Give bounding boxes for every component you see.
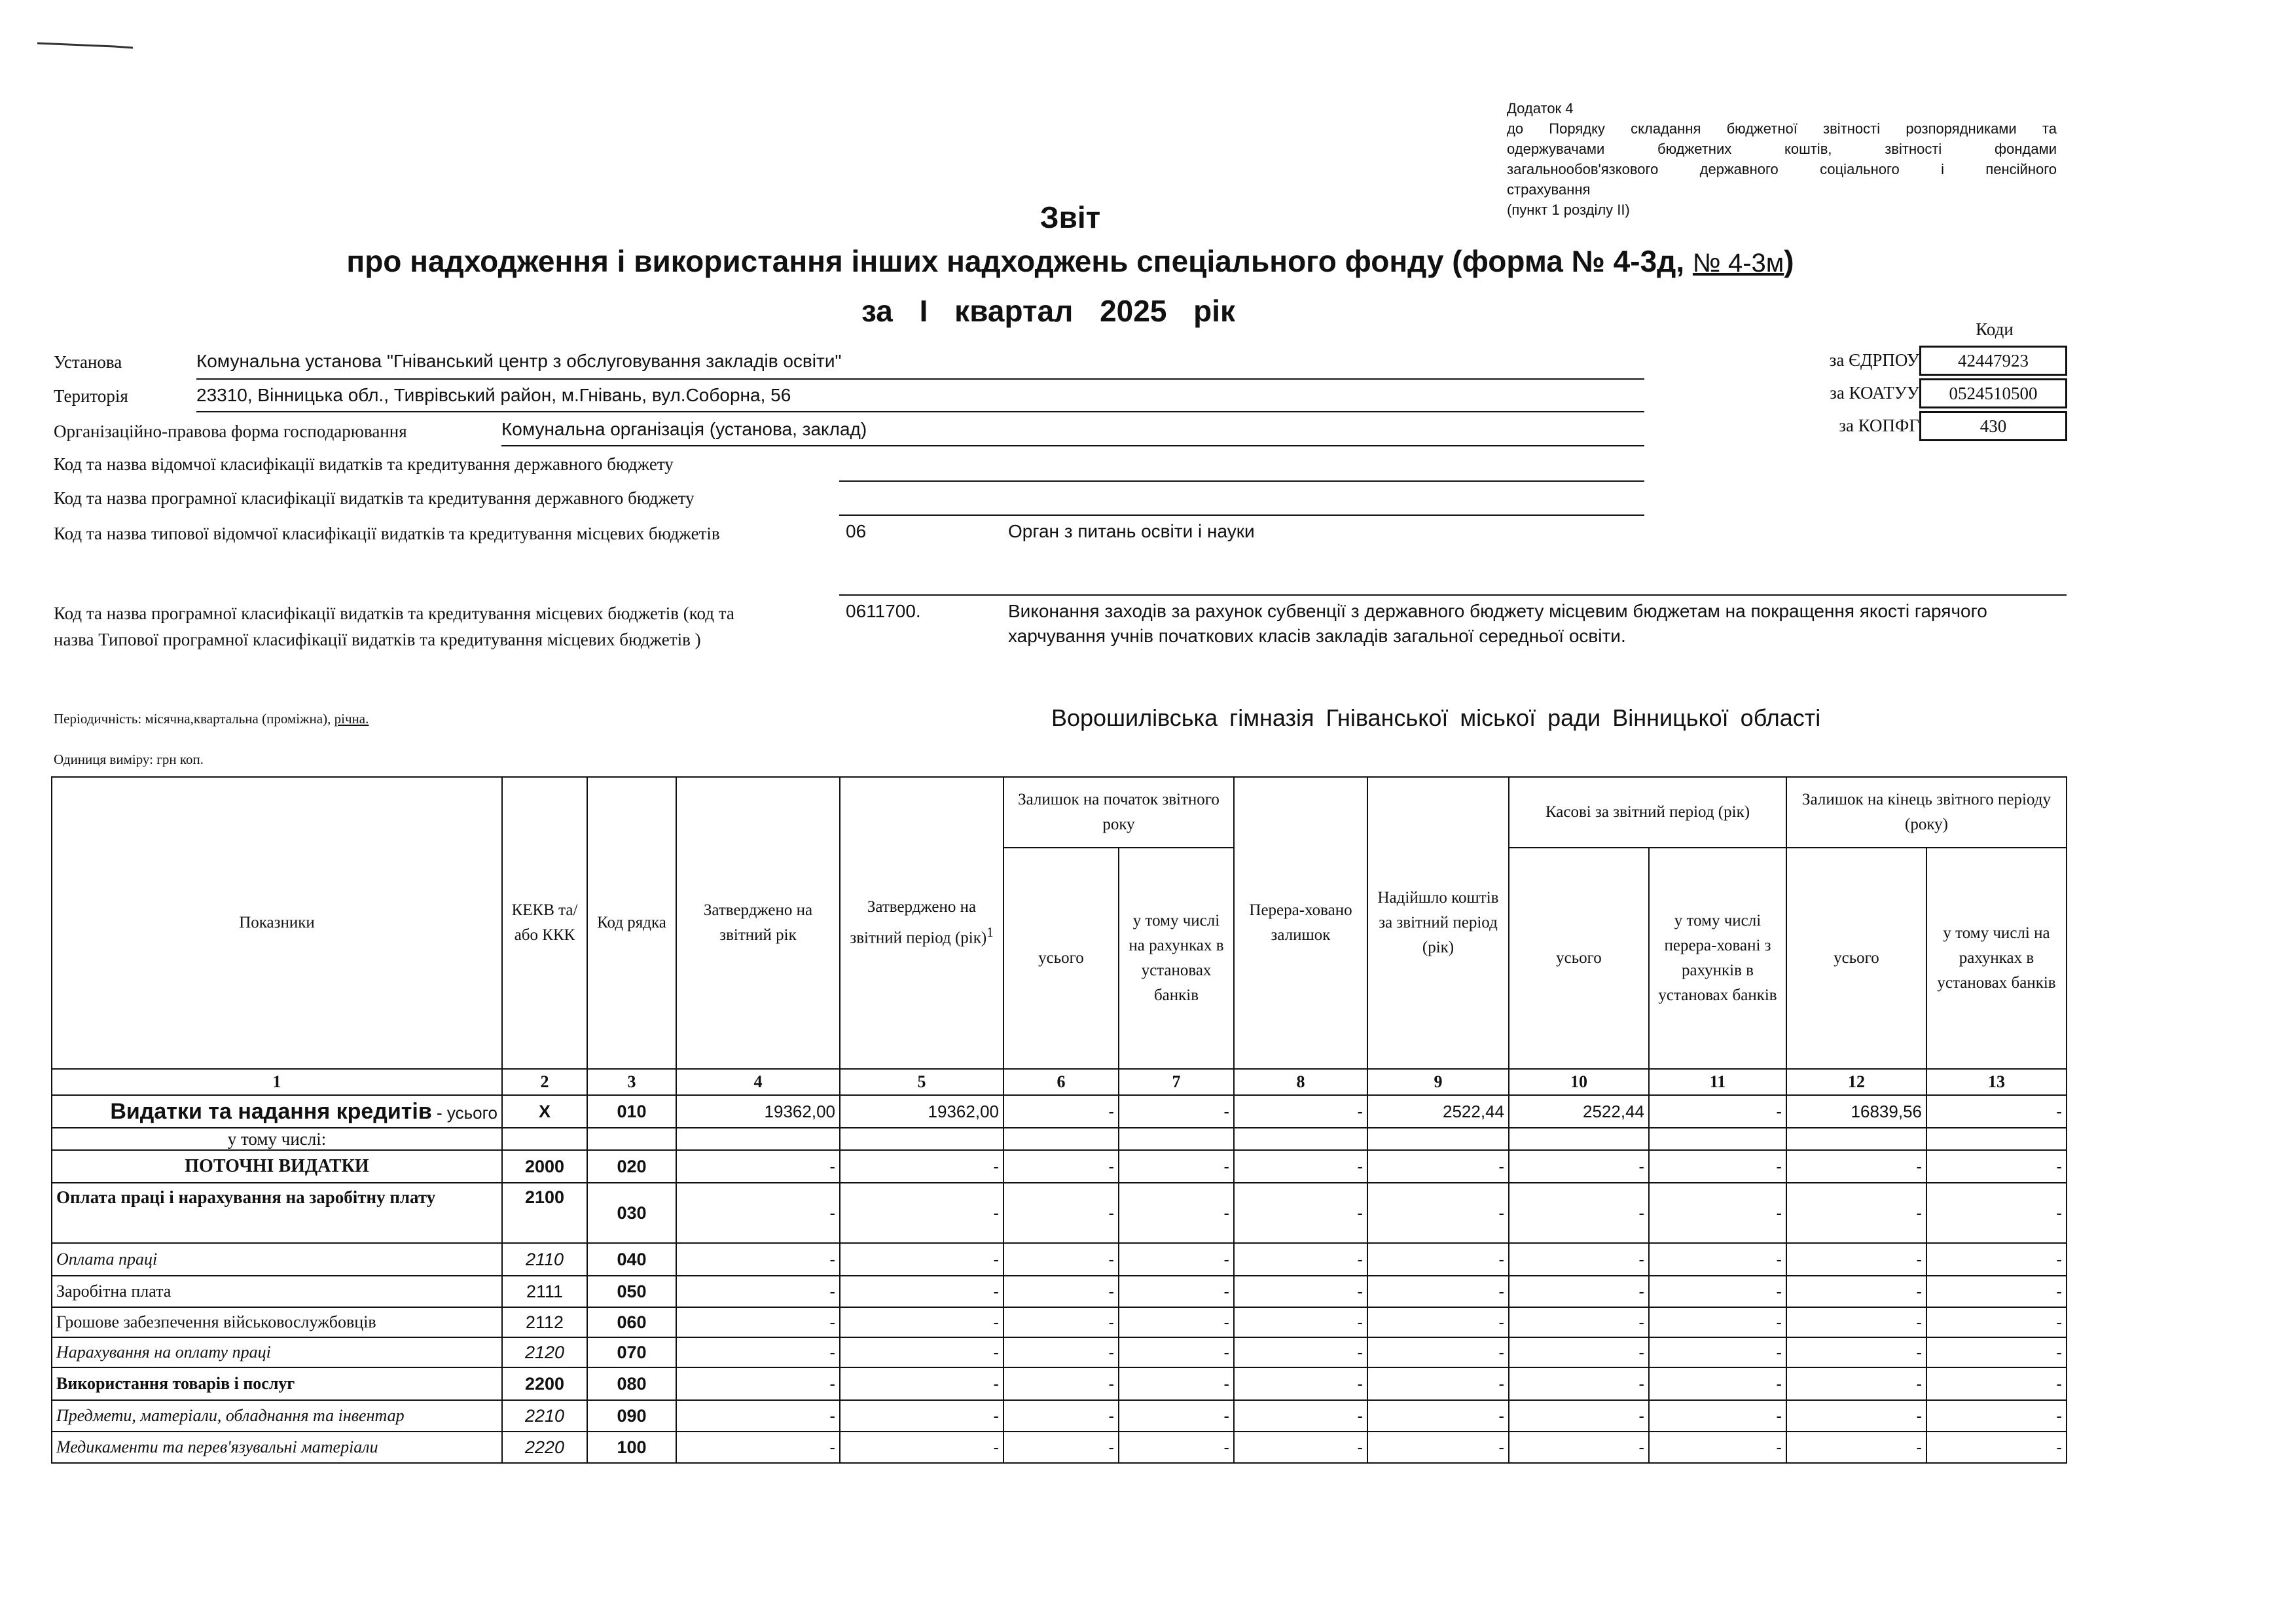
cell-value: - [1234,1183,1367,1243]
cell-value: - [1649,1337,1786,1367]
col-number: 3 [587,1069,676,1095]
report-table [51,776,2067,1464]
row-name: у тому числі: [52,1128,502,1150]
kopfg-value: 430 [1919,411,2067,441]
row-name-suffix: - усього [431,1102,497,1123]
row-code: 080 [587,1367,676,1400]
pen-mark [36,41,134,50]
cell-value: - [1367,1367,1509,1400]
periodicity [54,711,369,727]
school-name: Ворошилівська гімназія Гніванської міської ради Вінницької області [1051,704,1821,731]
cell-value: - [1234,1276,1367,1307]
cell-value: - [1509,1307,1649,1337]
cell-value: - [1119,1367,1234,1400]
row-name: Оплата праці і нарахування на заробітну плату [52,1183,502,1243]
table-row [52,1243,2067,1276]
cell-value: - [1509,1367,1649,1400]
institution-underline [196,378,1644,380]
col-number: 9 [1367,1069,1509,1095]
cell-value: - [1234,1095,1367,1128]
cell-value: - [1119,1307,1234,1337]
row-code: 060 [587,1307,676,1337]
cell-value: - [1234,1400,1367,1432]
cell-value: - [1119,1150,1234,1183]
institution-value: Комунальна установа "Гніванський центр з обслуговування закладів освіти" [196,351,842,371]
cell-value: - [840,1432,1003,1463]
cell-value: - [1926,1307,2067,1337]
col-header-end-total: усього [1786,848,1926,1069]
col-header-received: Надійшло коштів за звітний період (рік) [1367,777,1509,1069]
appendix-line: одержувачами бюджетних коштів, звітності фондами [1507,141,2057,157]
cell-value: - [1003,1400,1119,1432]
typical-dept-name: Орган з питань освіти і науки [1008,521,1255,541]
territory-underline [196,411,1644,412]
cell-value: - [1119,1243,1234,1276]
cell-value: - [1234,1150,1367,1183]
col-number: 12 [1786,1069,1926,1095]
col-number: 8 [1234,1069,1367,1095]
report-period: за І квартал 2025 рік [861,294,1236,328]
cell-value: - [1786,1243,1926,1276]
cell-value: - [840,1307,1003,1337]
appendix-line: страхування [1507,181,1591,198]
cell-value: - [840,1337,1003,1367]
cell-value [1649,1128,1786,1150]
cell-value: 2522,44 [1367,1095,1509,1128]
table-row [52,1307,2067,1337]
prog-local-label-2: назва Типової програмної класифікації видатків та кредитування місцевих бюджетів ) [54,630,701,649]
appendix-line: Додаток 4 [1507,100,1574,117]
col-number: 2 [502,1069,587,1095]
cell-value: - [1367,1337,1509,1367]
prog-local-label-1: Код та назва програмної класифікації видатків та кредитування місцевих бюджетів (код та [54,604,734,623]
cell-value: - [1367,1432,1509,1463]
col-header-row-code: Код рядка [587,777,676,1069]
col-number: 10 [1509,1069,1649,1095]
cell-value: - [1234,1367,1367,1400]
row-name: Грошове забезпечення військовослужбовців [52,1307,502,1337]
cell-value: - [1786,1367,1926,1400]
prog-local-topline [839,594,2067,596]
dept-class-underline [839,480,1644,482]
cell-value: - [1786,1150,1926,1183]
cell-value: - [676,1276,840,1307]
cell-value: - [1509,1150,1649,1183]
cell-value: - [1509,1183,1649,1243]
table-row [52,1337,2067,1367]
cell-value: - [1509,1276,1649,1307]
col-number: 7 [1119,1069,1234,1095]
territory-label: Територія [54,386,128,406]
cell-value: 19362,00 [840,1095,1003,1128]
cell-value: - [1119,1276,1234,1307]
form-number-alt: № 4-3м [1692,249,1784,278]
row-kekv: 2111 [502,1276,587,1307]
row-code: 010 [587,1095,676,1128]
cell-value: - [1119,1095,1234,1128]
cell-value: - [676,1367,840,1400]
periodicity-text: Періодичність: місячна,квартальна (проміжна), [54,711,334,727]
approved-period-text: Затверджено на звітний період (рік) [850,898,987,947]
cell-value: - [1509,1243,1649,1276]
table-row [52,1432,2067,1463]
cell-value: - [1649,1095,1786,1128]
cell-value: - [1786,1183,1926,1243]
cell-value: - [1509,1432,1649,1463]
row-code: 070 [587,1337,676,1367]
cell-value: - [1649,1367,1786,1400]
cell-value: - [1926,1432,2067,1463]
row-kekv: 2200 [502,1367,587,1400]
cell-value: - [1786,1307,1926,1337]
row-name: Медикаменти та перев'язувальні матеріали [52,1432,502,1463]
cell-value: - [1649,1243,1786,1276]
cell-value: - [1003,1367,1119,1400]
row-code [587,1128,676,1150]
row-kekv: 2112 [502,1307,587,1337]
table-row [52,1095,2067,1128]
row-kekv: 2220 [502,1432,587,1463]
row-code: 100 [587,1432,676,1463]
col-number: 4 [676,1069,840,1095]
report-subtitle-end: ) [1784,244,1794,278]
table-row [52,1128,2067,1150]
cell-value: - [1367,1276,1509,1307]
unit-of-measure: Одиниця виміру: грн коп. [54,751,204,767]
col-header-cash-incl: у тому числі перера-ховані з рахунків в установах банків [1649,848,1786,1069]
typical-dept-code: 06 [846,521,867,541]
cell-value [1509,1128,1649,1150]
appendix-line: (пункт 1 розділу ІІ) [1507,202,1630,218]
cell-value: - [676,1307,840,1337]
col-number: 1 [52,1069,502,1095]
cell-value: - [1003,1183,1119,1243]
cell-value: - [676,1183,840,1243]
cell-value: - [676,1400,840,1432]
appendix-line: загальнообов'язкового державного соціального і пенсійного [1507,161,2057,177]
prog-local-code: 0611700. [846,601,921,621]
koatuu-label: за КОАТУУ [1830,383,1919,403]
cell-value [1786,1128,1926,1150]
institution-label: Установа [54,352,122,372]
row-kekv: X [502,1095,587,1128]
row-name: Оплата праці [52,1243,502,1276]
org-form-value: Комунальна організація (установа, заклад) [501,419,867,439]
cell-value: - [1786,1400,1926,1432]
row-kekv: 2100 [502,1183,587,1243]
col-header-end-balance: Залишок на кінець звітного періоду (року) [1786,777,2067,848]
typical-dept-label: Код та назва типової відомчої класифікації видатків та кредитування місцевих бюджетів [54,524,720,543]
cell-value: - [676,1432,840,1463]
row-kekv: 2110 [502,1243,587,1276]
row-name: Предмети, матеріали, обладнання та інвентар [52,1400,502,1432]
cell-value: - [1509,1337,1649,1367]
cell-value [676,1128,840,1150]
cell-value: - [1234,1243,1367,1276]
row-name: Використання товарів і послуг [52,1367,502,1400]
prog-local-name-1: Виконання заходів за рахунок субвенції з державного бюджету місцевим бюджетам на покращення якості гарячого [1008,601,1987,621]
org-form-label: Організаційно-правова форма господарювання [54,422,407,441]
dept-class-label: Код та назва відомчої класифікації видатків та кредитування державного бюджету [54,454,674,474]
cell-value: - [1786,1432,1926,1463]
cell-value: - [1367,1183,1509,1243]
row-name: Нарахування на оплату праці [52,1337,502,1367]
codes-title: Коди [1976,319,2014,339]
col-header-kekv: КЕКВ та/або ККК [502,777,587,1069]
table-row [52,1400,2067,1432]
col-header-transferred: Перера-ховано залишок [1234,777,1367,1069]
col-header-start-balance: Залишок на початок звітного року [1003,777,1234,848]
cell-value: 19362,00 [676,1095,840,1128]
cell-value: - [676,1243,840,1276]
report-subtitle [0,244,2141,279]
cell-value: - [1649,1307,1786,1337]
cell-value: - [1367,1307,1509,1337]
table-row [52,1150,2067,1183]
col-header-start-banks: у тому числі на рахунках в установах банків [1119,848,1234,1069]
cell-value: 16839,56 [1786,1095,1926,1128]
row-code: 090 [587,1400,676,1432]
cell-value: - [1926,1243,2067,1276]
row-name [52,1095,502,1128]
col-header-cash: Касові за звітний період (рік) [1509,777,1786,848]
table-row [52,1276,2067,1307]
col-header-end-banks: у тому числі на рахунках в установах банків [1926,848,2067,1069]
cell-value: - [1003,1150,1119,1183]
cell-value: - [676,1337,840,1367]
col-number: 13 [1926,1069,2067,1095]
cell-value: - [1926,1183,2067,1243]
org-form-underline [501,445,1644,446]
cell-value: - [840,1367,1003,1400]
row-code: 040 [587,1243,676,1276]
cell-value: - [1367,1400,1509,1432]
cell-value [1367,1128,1509,1150]
edrpou-label: за ЄДРПОУ [1829,350,1919,370]
kopfg-label: за КОПФГ [1839,416,1919,435]
cell-value: - [1926,1367,2067,1400]
cell-value: - [1649,1400,1786,1432]
cell-value: - [1367,1243,1509,1276]
cell-value: - [1649,1183,1786,1243]
row-code: 050 [587,1276,676,1307]
cell-value: - [1003,1307,1119,1337]
periodicity-year: річна. [334,711,369,727]
cell-value: - [1119,1337,1234,1367]
report-title: Звіт [1039,200,1101,234]
cell-value [840,1128,1003,1150]
col-header-start-total: усього [1003,848,1119,1069]
table-row [52,1367,2067,1400]
cell-value: - [840,1276,1003,1307]
col-number: 11 [1649,1069,1786,1095]
prog-class-label: Код та назва програмної класифікації видатків та кредитування державного бюджету [54,488,695,508]
cell-value: - [840,1243,1003,1276]
cell-value: - [1926,1276,2067,1307]
col-header-cash-total: усього [1509,848,1649,1069]
cell-value: - [1649,1150,1786,1183]
cell-value: - [1003,1095,1119,1128]
report-subtitle-main: про надходження і використання інших надходжень спеціального фонду (форма № 4-3д, [346,244,1693,278]
prog-local-name-2: харчування учнів початкових класів закладів загальної середньої освіти. [1008,626,1626,646]
prog-class-underline [839,514,1644,516]
cell-value [1234,1128,1367,1150]
edrpou-value: 42447923 [1919,346,2067,376]
footnote-mark: 1 [986,924,994,941]
cell-value [1926,1128,2067,1150]
row-code: 030 [587,1183,676,1243]
koatuu-value: 0524510500 [1919,378,2067,408]
cell-value: - [1119,1183,1234,1243]
cell-value: - [1926,1337,2067,1367]
col-number: 6 [1003,1069,1119,1095]
row-kekv: 2210 [502,1400,587,1432]
col-header-approved-year: Затверджено на звітний рік [676,777,840,1069]
cell-value: - [1119,1432,1234,1463]
cell-value: - [840,1183,1003,1243]
col-header-approved-period [840,777,1003,1069]
cell-value: 2522,44 [1509,1095,1649,1128]
cell-value: - [1649,1432,1786,1463]
cell-value: - [1234,1337,1367,1367]
row-code: 020 [587,1150,676,1183]
table-row [52,1183,2067,1243]
cell-value: - [1926,1150,2067,1183]
cell-value: - [1786,1276,1926,1307]
col-header-indicators: Показники [52,777,502,1069]
cell-value: - [676,1150,840,1183]
cell-value: - [1234,1307,1367,1337]
cell-value: - [1003,1276,1119,1307]
cell-value: - [1119,1400,1234,1432]
cell-value: - [840,1150,1003,1183]
row-kekv: 2000 [502,1150,587,1183]
cell-value [1003,1128,1119,1150]
appendix-line: до Порядку складання бюджетної звітності розпорядниками та [1507,120,2057,137]
territory-value: 23310, Вінницька обл., Тиврівський район, м.Гнівань, вул.Соборна, 56 [196,385,791,405]
cell-value [1119,1128,1234,1150]
cell-value: - [1234,1432,1367,1463]
cell-value: - [1649,1276,1786,1307]
row-kekv: 2120 [502,1337,587,1367]
cell-value: - [1003,1243,1119,1276]
col-number: 5 [840,1069,1003,1095]
row-name: Заробітна плата [52,1276,502,1307]
row-kekv [502,1128,587,1150]
row-name-main: Видатки та надання кредитів [110,1098,432,1124]
cell-value: - [1003,1432,1119,1463]
cell-value: - [1786,1337,1926,1367]
cell-value: - [1367,1150,1509,1183]
cell-value: - [1926,1400,2067,1432]
cell-value: - [1509,1400,1649,1432]
cell-value: - [840,1400,1003,1432]
cell-value: - [1926,1095,2067,1128]
row-name: ПОТОЧНІ ВИДАТКИ [52,1150,502,1183]
cell-value: - [1003,1337,1119,1367]
